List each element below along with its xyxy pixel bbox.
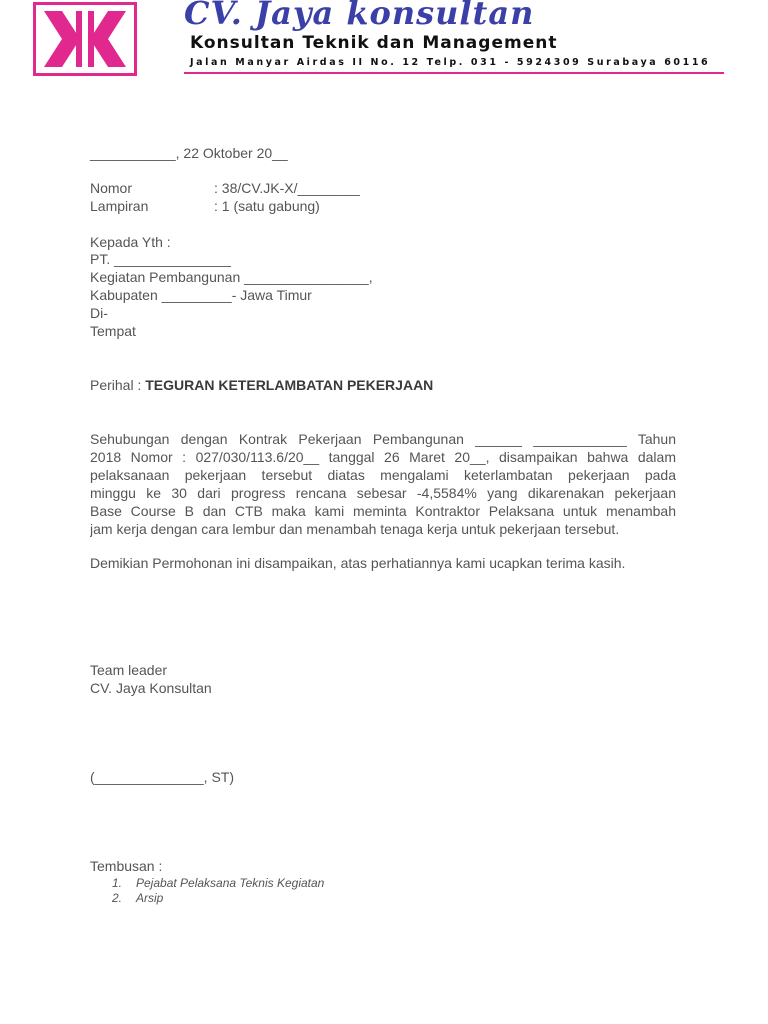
paragraph-line: minggu ke 30 dari progress rencana sebesar -4,5584% yang dikarenakan pekerjaan [90,485,676,501]
recipient-line: Di- [90,305,108,321]
cc-label: Tembusan : [90,858,163,874]
paragraph-line: Sehubungan dengan Kontrak Pekerjaan Pembangunan ______ ____________ Tahun [90,431,676,447]
list-item [112,891,324,906]
subject-label: Perihal : [90,377,146,393]
logo-emblem-icon [36,5,134,73]
field-nomor [90,180,360,198]
field-value: : 38/CV.JK-X/________ [214,180,360,196]
paragraph-line: 2018 Nomor : 027/030/113.6/20__ tanggal 26 Maret 20__, disampaikan bahwa dalam [90,449,676,465]
company-tagline: Konsultan Teknik dan Management [190,33,558,53]
recipient-line: Kepada Yth : [90,234,171,250]
closing-sentence: Demikian Permohonan ini disampaikan, atas perhatiannya kami ucapkan terima kasih. [90,555,626,571]
list-text: Pejabat Pelaksana Teknis Kegiatan [136,876,325,890]
list-text: Arsip [136,890,164,905]
subject-text: TEGURAN KETERLAMBATAN PEKERJAAN [145,377,434,393]
paragraph-line: Base Course B dan CTB maka kami meminta Kontraktor Pelaksana untuk menambah [90,503,676,519]
recipient-line: PT. _______________ [90,251,231,267]
letterhead-divider [184,72,724,74]
place-date: ___________, 22 Oktober 20__ [90,145,288,161]
cc-list [112,876,324,905]
list-number: 2. [112,890,123,905]
subject-line [90,377,433,395]
field-label: Nomor [90,180,133,196]
signer-title: Team leader [90,662,168,678]
list-number: 1. [112,876,123,890]
company-name: CV. Jaya konsultan [184,0,535,32]
recipient-line: Kegiatan Pembangunan ________________, [90,269,373,285]
field-label: Lampiran [90,198,149,214]
recipient-line: Kabupaten _________- Jawa Timur [90,287,312,303]
recipient-line: Tempat [90,323,136,339]
company-logo [33,2,137,76]
company-address: Jalan Manyar Airdas II No. 12 Telp. 031 - 5924309 Surabaya 60116 [190,57,711,68]
paragraph-line: jam kerja dengan cara lembur dan menambah tenaga kerja untuk pekerjaan tersebut. [90,521,620,537]
letterhead [0,0,768,90]
paragraph-line: pelaksanaan pekerjaan tersebut diatas mengalami keterlambatan pekerjaan pada [90,467,676,483]
signer-company: CV. Jaya Konsultan [90,680,212,696]
body-paragraph [90,430,676,538]
signer-name: (______________, ST) [90,769,234,785]
field-lampiran [90,198,320,216]
list-item [112,876,324,891]
field-value: : 1 (satu gabung) [214,198,320,214]
